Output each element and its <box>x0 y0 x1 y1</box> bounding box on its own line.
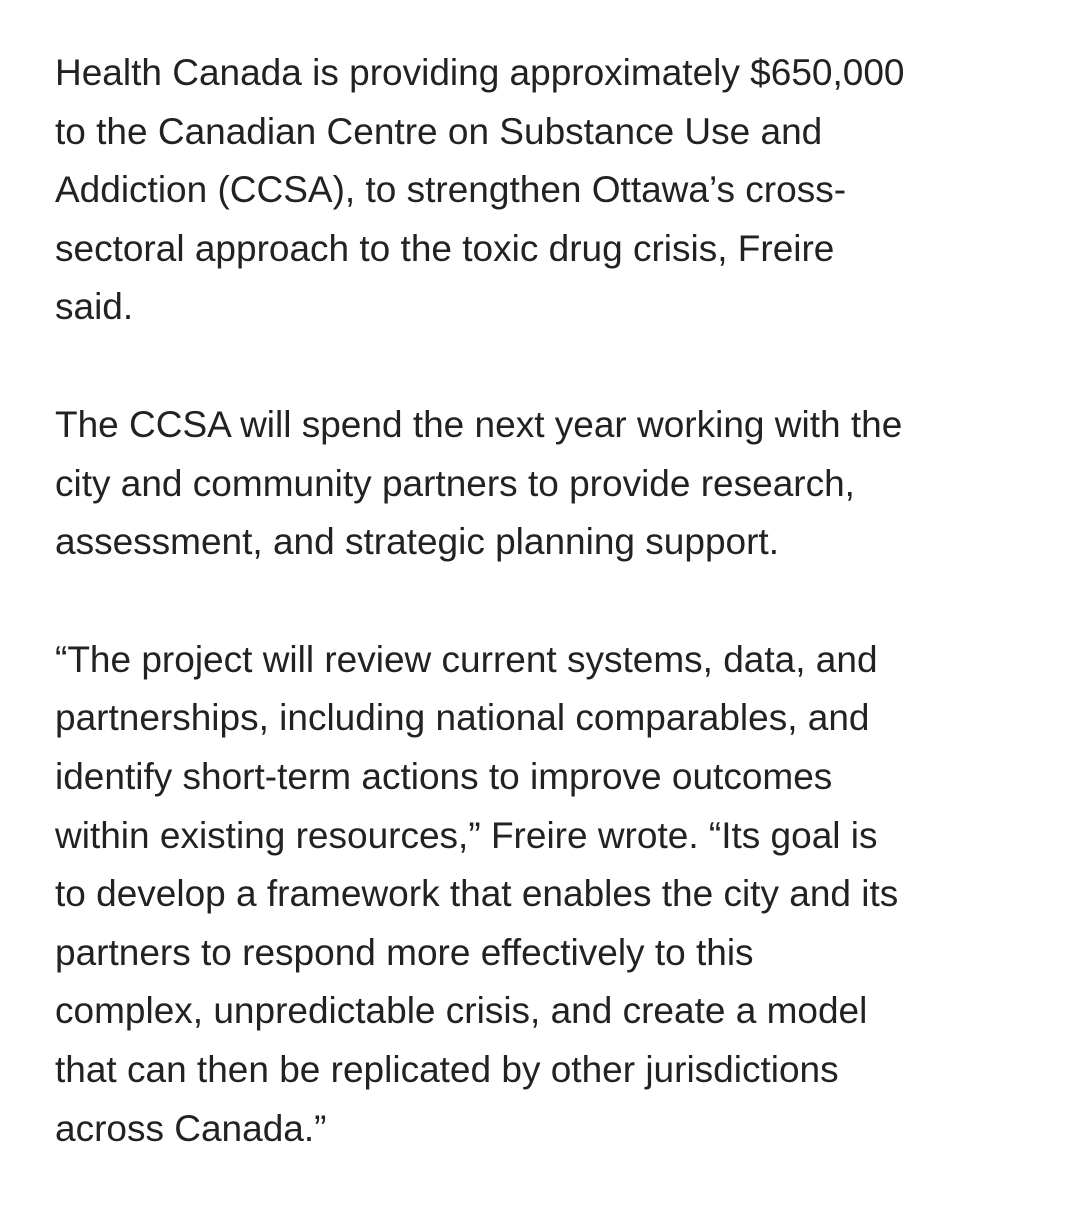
text-line: to the Canadian Centre on Substance Use and <box>55 110 823 152</box>
text-line: city and community partners to provide research, <box>55 462 855 504</box>
text-line: Health Canada is providing approximately $650,000 <box>55 52 905 93</box>
text-line: assessment, and strategic planning support. <box>55 521 779 563</box>
text-line: across Canada.” <box>55 1107 327 1149</box>
text-line: said. <box>55 286 134 328</box>
paragraph-spacer <box>55 337 1023 396</box>
paragraph-quote <box>55 631 1023 1158</box>
text-line: “The project will review current systems, data, and <box>55 638 878 680</box>
paragraph-funding <box>55 44 1023 337</box>
paragraph-ccsa-plan <box>55 396 1023 572</box>
text-line: within existing resources,” Freire wrote. “Its goal is <box>55 814 878 856</box>
text-line: identify short-term actions to improve outcomes <box>55 755 833 797</box>
text-line: partners to respond more effectively to this <box>55 931 754 973</box>
text-line: partnerships, including national comparables, and <box>55 697 870 739</box>
text-line: complex, unpredictable crisis, and create a model <box>55 990 868 1032</box>
text-line: that can then be replicated by other jurisdictions <box>55 1048 839 1090</box>
text-line: to develop a framework that enables the city and its <box>55 873 899 915</box>
text-line: Addiction (CCSA), to strengthen Ottawa’s cross- <box>55 169 847 211</box>
article-body <box>55 44 1023 1158</box>
paragraph-spacer <box>55 572 1023 631</box>
text-line: The CCSA will spend the next year working with the <box>55 403 903 445</box>
text-line: sectoral approach to the toxic drug crisis, Freire <box>55 227 835 269</box>
